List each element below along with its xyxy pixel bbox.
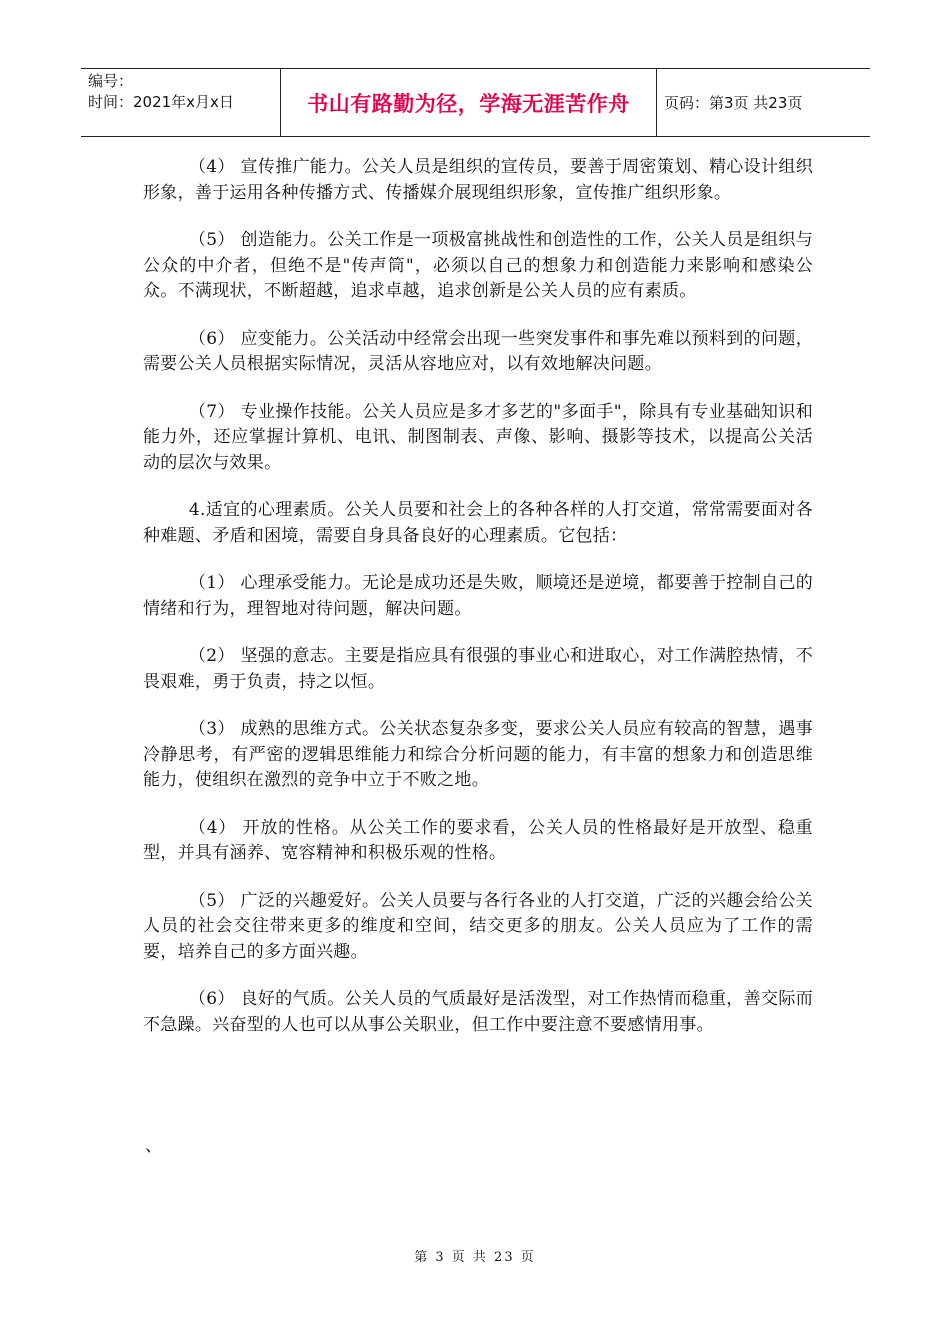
paragraph: （6） 应变能力。公关活动中经常会出现一些突发事件和事先难以预料到的问题，需要公关人员根据实际情况，灵活从容地应对，以有效地解决问题。 — [143, 328, 813, 374]
paragraph: （4） 开放的性格。从公关工作的要求看，公关人员的性格最好是开放型、稳重型，并具有涵养、宽容精神和积极乐观的性格。 — [143, 817, 813, 863]
paragraph: （5） 广泛的兴趣爱好。公关人员要与各行各业的人打交道，广泛的兴趣会给公关人员的社会交往带来更多的维度和空间，结交更多的朋友。公关人员应为了工作的需要，培养自己的多方面兴趣。 — [143, 890, 813, 962]
trailing-mark: 、 — [145, 1136, 162, 1156]
header-page-label: 页码：第3页 共23页 — [664, 94, 803, 112]
paragraph: （1） 心理承受能力。无论是成功还是失败，顺境还是逆境，都要善于控制自己的情绪和行为，理智地对待问题，解决问题。 — [143, 573, 813, 619]
page-footer: 第 3 页 共 23 页 — [414, 1250, 536, 1265]
page-header — [81, 68, 870, 137]
paragraph: （6） 良好的气质。公关人员的气质最好是活泼型，对工作热情而稳重，善交际而不急躁。兴奋型的人也可以从事公关职业，但工作中要注意不要感情用事。 — [143, 989, 813, 1035]
document-body — [143, 155, 813, 1060]
header-slogan: 书山有路勤为径，学海无涯苦作舟 — [281, 69, 657, 136]
paragraph: 4.适宜的心理素质。公关人员要和社会上的各种各样的人打交道，常常需要面对各种难题、矛盾和困境，需要自身具备良好的心理素质。它包括： — [143, 500, 813, 546]
number-label: 编号： — [88, 72, 134, 90]
paragraph: （7） 专业操作技能。公关人员应是多才多艺的"多面手"，除具有专业基础知识和能力外，还应掌握计算机、电讯、制图制表、声像、影响、摄影等技术，以提高公关活动的层次与效果。 — [143, 401, 813, 473]
header-info — [81, 69, 281, 136]
paragraph: （4） 宣传推广能力。公关人员是组织的宣传员，要善于周密策划、精心设计组织形象，善于运用各种传播方式、传播媒介展现组织形象，宣传推广组织形象。 — [143, 157, 813, 203]
time-label: 时间：2021年x月x日 — [88, 93, 234, 111]
paragraph: （3） 成熟的思维方式。公关状态复杂多变，要求公关人员应有较高的智慧，遇事冷静思考，有严密的逻辑思维能力和综合分析问题的能力，有丰富的想象力和创造思维能力，使组织在激烈的竞争中立于不败之地。 — [143, 719, 813, 790]
paragraph: （5） 创造能力。公关工作是一项极富挑战性和创造性的工作，公关人员是组织与公众的中介者，但绝不是"传声筒"，必须以自己的想象力和创造能力来影响和感染公众。不满现状，不断超越，追求卓越，追求创新是公关人员的应有素质。 — [143, 230, 813, 301]
paragraph: （2） 坚强的意志。主要是指应具有很强的事业心和进取心，对工作满腔热情，不畏艰难，勇于负责，持之以恒。 — [143, 646, 813, 692]
